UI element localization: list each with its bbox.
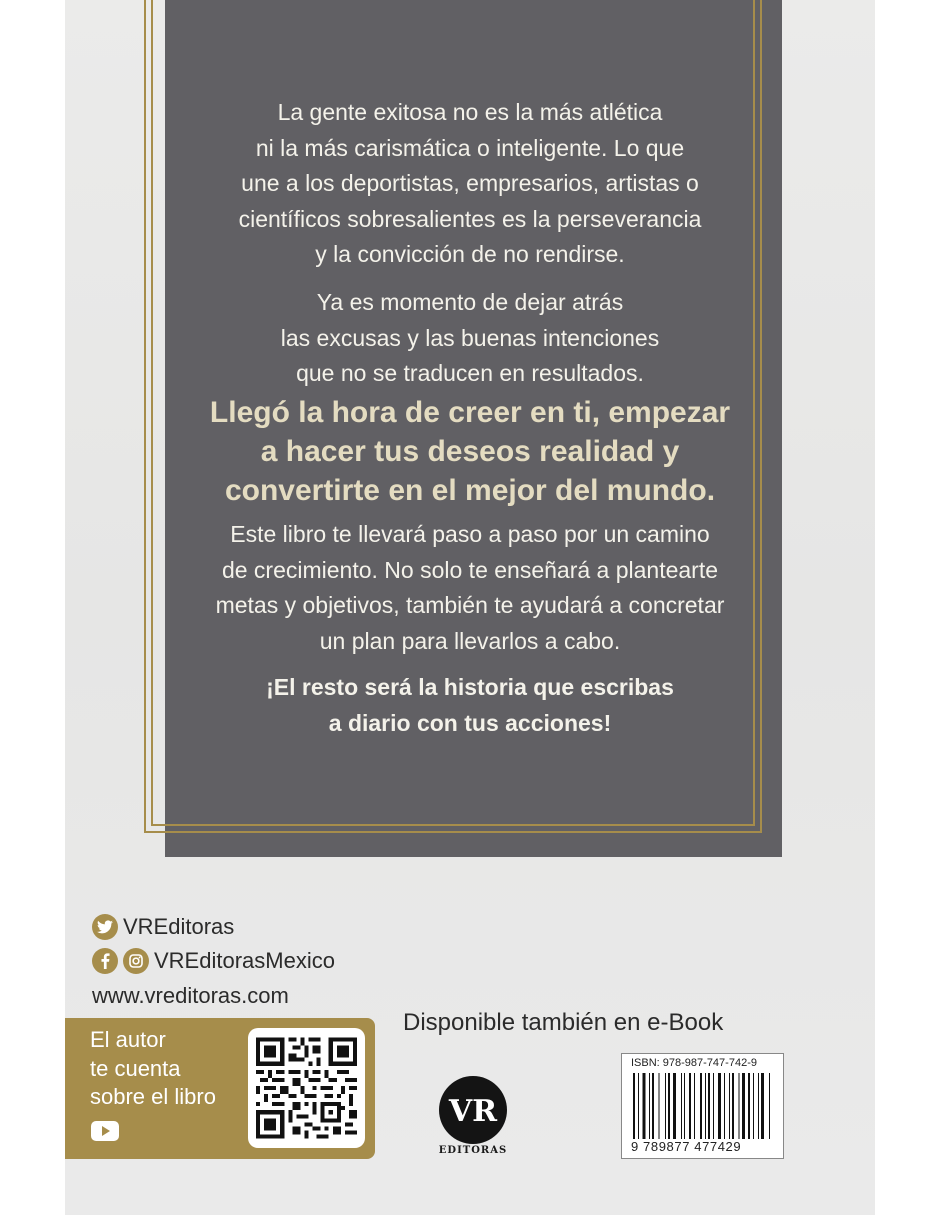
isbn-label: ISBN: 978-987-747-742-9 <box>631 1057 757 1069</box>
blurb-line: y la convicción de no rendirse. <box>315 241 625 267</box>
youtube-icon <box>91 1121 119 1141</box>
blurb-line: La gente exitosa no es la más atlética <box>277 99 663 125</box>
closing-line: ¡El resto será la historia que escribas <box>266 674 674 700</box>
blurb-line: científicos sobresalientes es la perseverancia <box>238 205 702 232</box>
highlight-line: convertirte en el mejor del mundo. <box>224 474 716 507</box>
blurb-line: metas y objetivos, también te ayudará a concretar <box>215 592 725 618</box>
qr-code[interactable] <box>256 1036 357 1140</box>
publisher-name: EDITORAS <box>438 1145 508 1156</box>
twitter-icon <box>92 914 118 940</box>
twitter-handle: VREditoras <box>123 914 235 939</box>
instagram-icon <box>123 948 149 974</box>
blurb-paragraph-2 <box>190 285 750 392</box>
blurb-line: ni la más carismática o inteligente. Lo que <box>255 134 685 161</box>
blurb-line: une a los deportistas, empresarios, artistas o <box>241 170 699 196</box>
website-link[interactable] <box>92 983 289 1009</box>
highlight-line: Llegó la hora de creer en ti, empezar <box>209 396 731 429</box>
website-url: www.vreditoras.com <box>92 983 289 1008</box>
blurb-line: un plan para llevarlos a cabo. <box>319 627 621 654</box>
facebook-instagram-handle: VREditorasMexico <box>154 948 335 973</box>
publisher-logo-mark: VR <box>448 1094 498 1129</box>
barcode-bars <box>633 1073 773 1139</box>
qr-caption-line: El autor <box>90 1027 166 1052</box>
ebook-availability: Disponible también en e-Book <box>403 1009 724 1036</box>
publisher-logo <box>438 1075 508 1145</box>
closing-line: a diario con tus acciones! <box>328 709 612 736</box>
blurb-line: las excusas y las buenas intenciones <box>280 324 660 351</box>
blurb-closing <box>190 670 750 741</box>
isbn-digits: 9 789877 477429 <box>631 1139 742 1154</box>
qr-caption <box>90 1026 250 1112</box>
qr-caption-line: sobre el libro <box>90 1084 216 1109</box>
facebook-icon <box>92 948 118 974</box>
highlight-line: a hacer tus deseos realidad y <box>260 435 680 468</box>
blurb-highlight <box>190 393 750 510</box>
facebook-instagram-link[interactable] <box>92 948 335 974</box>
twitter-link[interactable] <box>92 914 234 940</box>
blurb-line: Ya es momento de dejar atrás <box>316 289 624 315</box>
blurb-line: de crecimiento. No solo te enseñará a plantearte <box>221 556 719 583</box>
blurb-line: Este libro te llevará paso a paso por un camino <box>230 521 710 547</box>
blurb-line: que no se traducen en resultados. <box>296 360 644 386</box>
blurb-paragraph-1 <box>190 95 750 273</box>
blurb-paragraph-3 <box>190 517 750 659</box>
qr-caption-line: te cuenta <box>90 1055 181 1081</box>
